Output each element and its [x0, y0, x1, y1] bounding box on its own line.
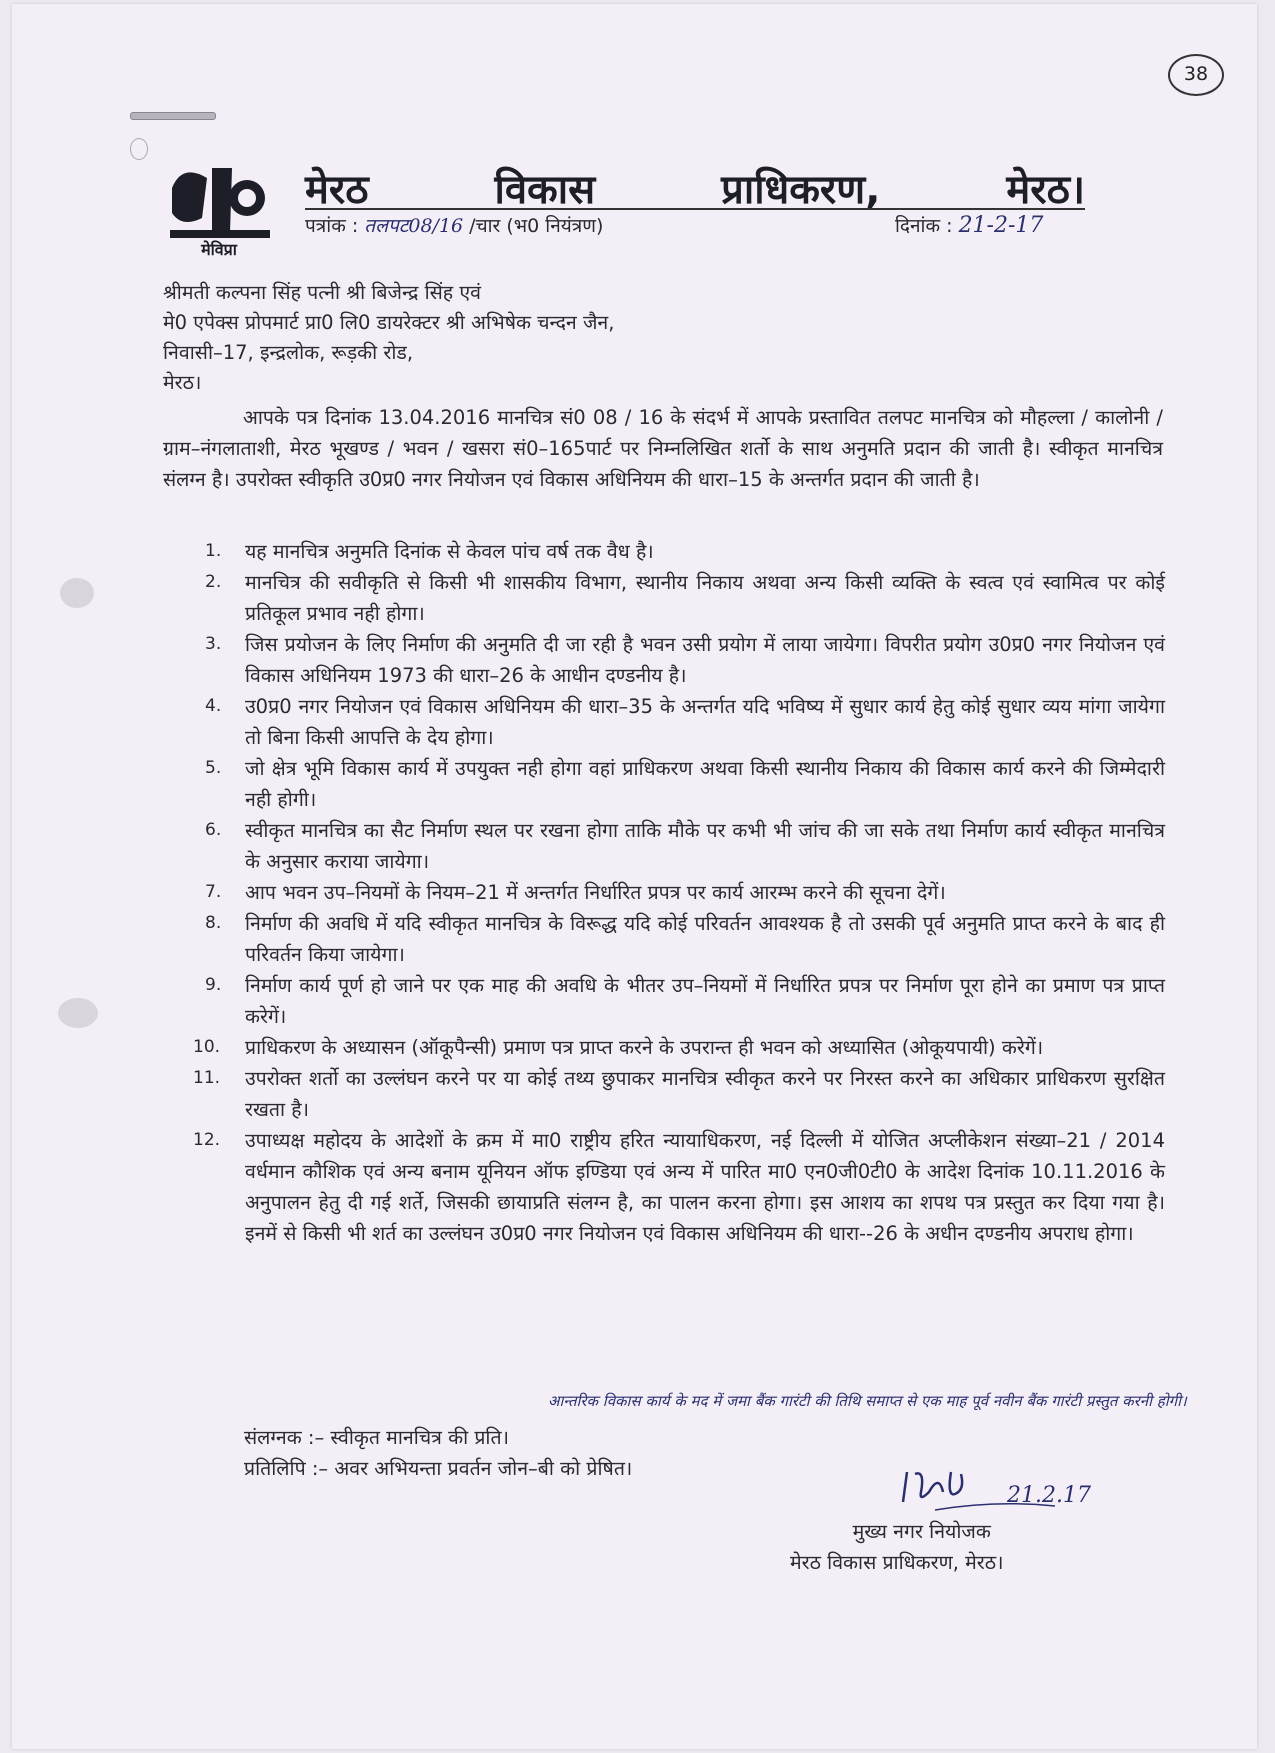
address-line: मे0 एपेक्स प्रोपमार्ट प्रा0 लि0 डायरेक्टर श्री अभिषेक चन्दन जैन, — [163, 311, 615, 334]
intro-paragraph: आपके पत्र दिनांक 13.04.2016 मानचित्र सं0 08 / 16 के संदर्भ में आपके प्रस्तावित तलपट मानचित्र को मौहल्ला / कालोनी / ग्राम–नंगलाताशी, मेरठ भूखण्ड / भवन / खसरा सं0–165पार्ट पर निम्नलिखित शर्तो के साथ अनुमति प्रदान की जाती है। स्वीकृत मानचित्र संलग्न है। उपरोक्त स्वीकृति उ0प्र0 नगर नियोजन एवं विकास अधिनियम की धारा–15 के अन्तर्गत प्रदान की जाती है। — [163, 406, 1163, 491]
organization-title — [305, 160, 1085, 215]
handwritten-annotation: आन्तरिक विकास कार्य के मद में जमा बैंक गारंटी की तिथि समाप्त से एक माह पूर्व नवीन बैंक गारंटी प्रस्तुत करनी होगी। — [548, 1392, 1187, 1410]
org-word: विकास — [494, 167, 596, 213]
condition-item: 2. मानचित्र की सवीकृति से किसी भी शासकीय विभाग, स्थानीय निकाय अथवा अन्य किसी व्यक्ति के स्वत्व एवं स्वामित्व पर कोई प्रतिकूल प्रभाव नही होगा। — [205, 571, 1165, 625]
signature-date: 21.2.17 — [1007, 1483, 1091, 1508]
condition-item: 9. निर्माण कार्य पूर्ण हो जाने पर एक माह की अवधि के भीतर उप–नियमों में निर्धारित प्रपत्र पर निर्माण पूरा होने का प्रमाण पत्र प्राप्त करेगें। — [205, 974, 1165, 1028]
condition-item: 12. उपाध्यक्ष महोदय के आदेशों के क्रम में मा0 राष्ट्रीय हरित न्यायाधिकरण, नई दिल्ली में योजित अप्लीकेशन संख्या–21 / 2014 वर्धमान कौशिक एवं अन्य बनाम यूनियन ऑफ इण्डिया एवं अन्य में पारित मा0 एन0जी0टी0 के आदेश दिनांक 10.11.2016 के अनुपालन हेतु दी गई शर्ते, जिसकी छायाप्रति संलग्न है, का पालन करना होगा। इस आशय का शपथ पत्र प्रस्तुत कर दिया गया है। इनमें से किसी भी शर्त का उल्लंघन उ0प्र0 नगर नियोजन एवं विकास अधिनियम की धारा--26 के अधीन दण्डनीय अपराध होगा। — [193, 1129, 1165, 1245]
condition-item: 6. स्वीकृत मानचित्र का सैट निर्माण स्थल पर रखना होगा ताकि मौके पर कभी भी जांच की जा सके तथा निर्माण कार्य स्वीकृत मानचित्र के अनुसार कराया जायेगा। — [205, 819, 1165, 873]
addressee-block — [163, 278, 614, 398]
paper-mark — [58, 998, 98, 1028]
condition-item: 3. जिस प्रयोजन के लिए निर्माण की अनुमति दी जा रही है भवन उसी प्रयोग में लाया जायेगा। विपरीत प्रयोग उ0प्र0 नगर नियोजन एवं विकास अधिनियम 1973 की धारा–26 के आधीन दण्डनीय है। — [205, 633, 1165, 687]
org-word: मेरठ — [305, 167, 369, 213]
reference-label: पत्रांक : — [305, 215, 359, 237]
signatory-designation: मुख्य नगर नियोजक — [852, 1520, 991, 1543]
paper-mark — [60, 578, 94, 608]
condition-item: 10. प्राधिकरण के अध्यासन (ऑकूपैन्सी) प्रमाण पत्र प्राप्त करने के उपरान्त ही भवन को अध्यासित (ओकूयपायी) करेगें। — [193, 1036, 1044, 1059]
signatory-block — [790, 1516, 1004, 1578]
staple — [130, 112, 216, 120]
address-line: श्रीमती कल्पना सिंह पत्नी श्री बिजेन्द्र सिंह एवं — [163, 281, 481, 304]
page-number-stamp: 38 — [1168, 54, 1224, 96]
date-label: दिनांक : — [895, 215, 953, 237]
address-line: निवासी–17, इन्द्रलोक, रूड़की रोड, — [163, 341, 414, 364]
reference-number: तलपट08/16 — [364, 215, 464, 237]
copy-to-line: प्रतिलिपि :– अवर अभियन्ता प्रवर्तन जोन–बी को प्रेषित। — [244, 1457, 633, 1480]
signature — [895, 1462, 1095, 1522]
address-line: मेरठ। — [163, 371, 202, 394]
punch-hole — [130, 138, 148, 160]
logo-text: मेविप्रा — [201, 240, 237, 258]
org-word: प्राधिकरण, — [721, 167, 881, 213]
condition-item: 8. निर्माण की अवधि में यदि स्वीकृत मानचित्र के विरूद्ध यदि कोई परिवर्तन आवश्यक है तो उसकी पूर्व अनुमति प्राप्त करने के बाद ही परिवर्तन किया जायेगा। — [205, 912, 1165, 966]
signatory-office: मेरठ विकास प्राधिकरण, मेरठ। — [790, 1551, 1004, 1574]
reference-line — [305, 212, 603, 238]
date-value: 21-2-17 — [958, 213, 1044, 238]
mda-logo — [162, 158, 277, 258]
date-line — [895, 212, 1043, 238]
header-rule — [305, 208, 1085, 210]
condition-item: 1. यह मानचित्र अनुमति दिनांक से केवल पांच वर्ष तक वैध है। — [205, 540, 654, 563]
condition-item: 5. जो क्षेत्र भूमि विकास कार्य में उपयुक्त नही होगा वहां प्राधिकरण अथवा किसी स्थानीय निकाय की विकास कार्य करने की जिम्मेदारी नही होगी। — [205, 757, 1165, 811]
conditions-list — [193, 536, 1165, 1249]
condition-item: 7. आप भवन उप–नियमों के नियम–21 में अन्तर्गत निर्धारित प्रपत्र पर कार्य आरम्भ करने की सूचना देगें। — [205, 881, 946, 904]
org-word: मेरठ। — [1006, 167, 1085, 213]
condition-item: 4. उ0प्र0 नगर नियोजन एवं विकास अधिनियम की धारा–35 के अन्तर्गत यदि भविष्य में सुधार कार्य हेतु कोई सुधार व्यय मांगा जायेगा तो बिना किसी आपत्ति के देय होगा। — [205, 695, 1165, 749]
enclosure-line: संलग्नक :– स्वीकृत मानचित्र की प्रति। — [244, 1426, 509, 1449]
condition-item: 11. उपरोक्त शर्तो का उल्लंघन करने पर या कोई तथ्य छुपाकर मानचित्र स्वीकृत करने पर निरस्त करने का अधिकार प्राधिकरण सुरक्षित रखता है। — [193, 1067, 1165, 1121]
reference-suffix: /चार (भ0 नियंत्रण) — [469, 215, 604, 237]
